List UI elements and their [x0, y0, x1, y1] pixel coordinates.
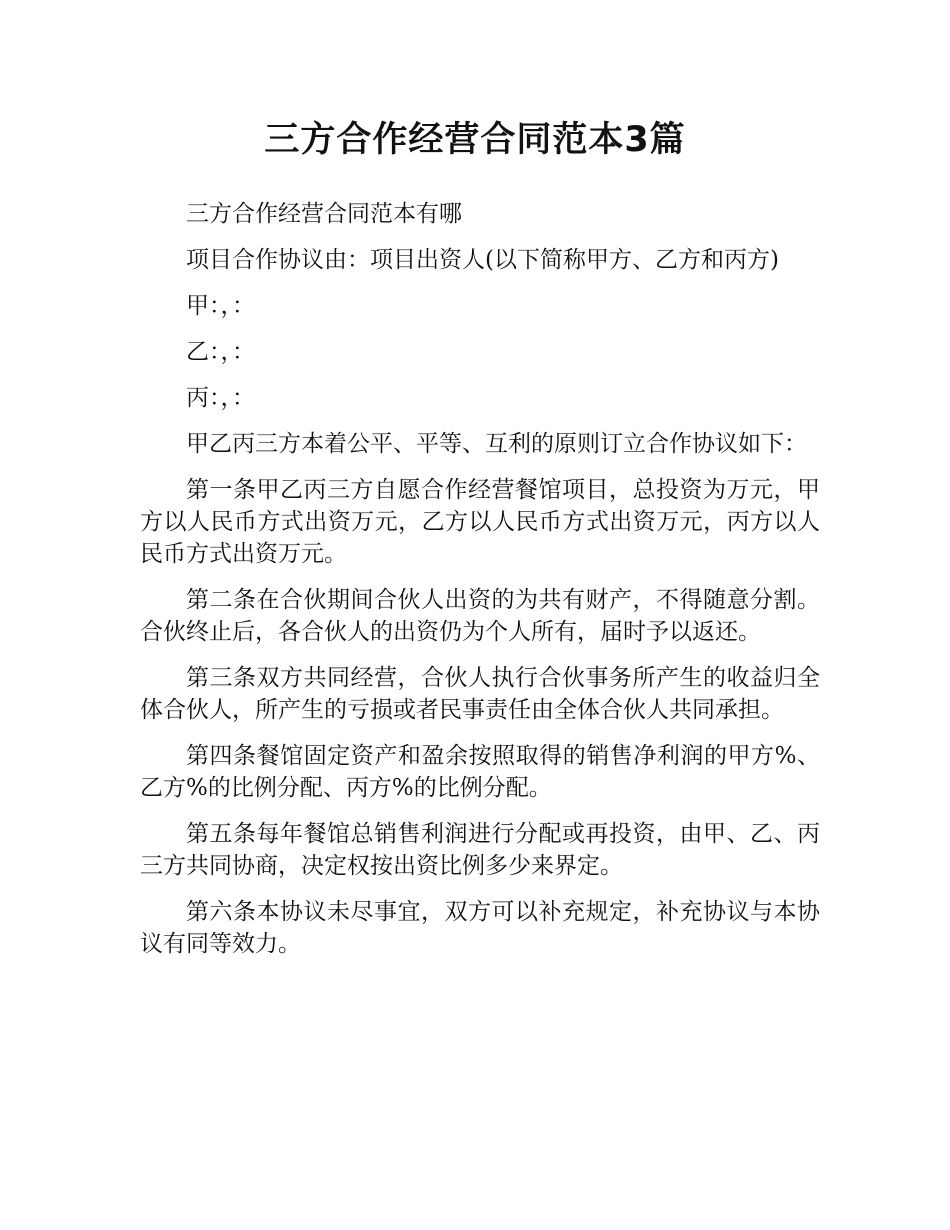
article-1: 第一条甲乙丙三方自愿合作经营餐馆项目，总投资为万元，甲方以人民币方式出资万元，乙方以人民币方式出资万元，丙方以人民币方式出资万元。: [140, 477, 820, 567]
party-a-line: 甲：，：: [186, 293, 255, 319]
principles-paragraph: 甲乙丙三方本着公平、平等、互利的原则订立合作协议如下：: [186, 431, 807, 457]
party-b-line: 乙：，：: [186, 339, 255, 365]
article-5: 第五条每年餐馆总销售利润进行分配或再投资，由甲、乙、丙三方共同协商，决定权按出资比例多少来界定。: [140, 821, 820, 879]
intro-line: 三方合作经营合同范本有哪: [186, 201, 462, 227]
article-2: 第二条在合伙期间合伙人出资的为共有财产，不得随意分割。合伙终止后，各合伙人的出资仍为个人所有，届时予以返还。: [140, 587, 820, 645]
document-body: [140, 198, 820, 974]
party-c-line: 丙：，：: [186, 385, 255, 411]
article-4: 第四条餐馆固定资产和盈余按照取得的销售净利润的甲方%、乙方%的比例分配、丙方%的比例分配。: [140, 743, 820, 801]
document-title: 三方合作经营合同范本3篇: [264, 120, 686, 160]
article-6: 第六条本协议未尽事宜，双方可以补充规定，补充协议与本协议有同等效力。: [140, 899, 820, 957]
article-3: 第三条双方共同经营，合伙人执行合伙事务所产生的收益归全体合伙人，所产生的亏损或者民事责任由全体合伙人共同承担。: [140, 665, 820, 723]
parties-intro: 项目合作协议由：项目出资人(以下简称甲方、乙方和丙方): [186, 247, 779, 273]
